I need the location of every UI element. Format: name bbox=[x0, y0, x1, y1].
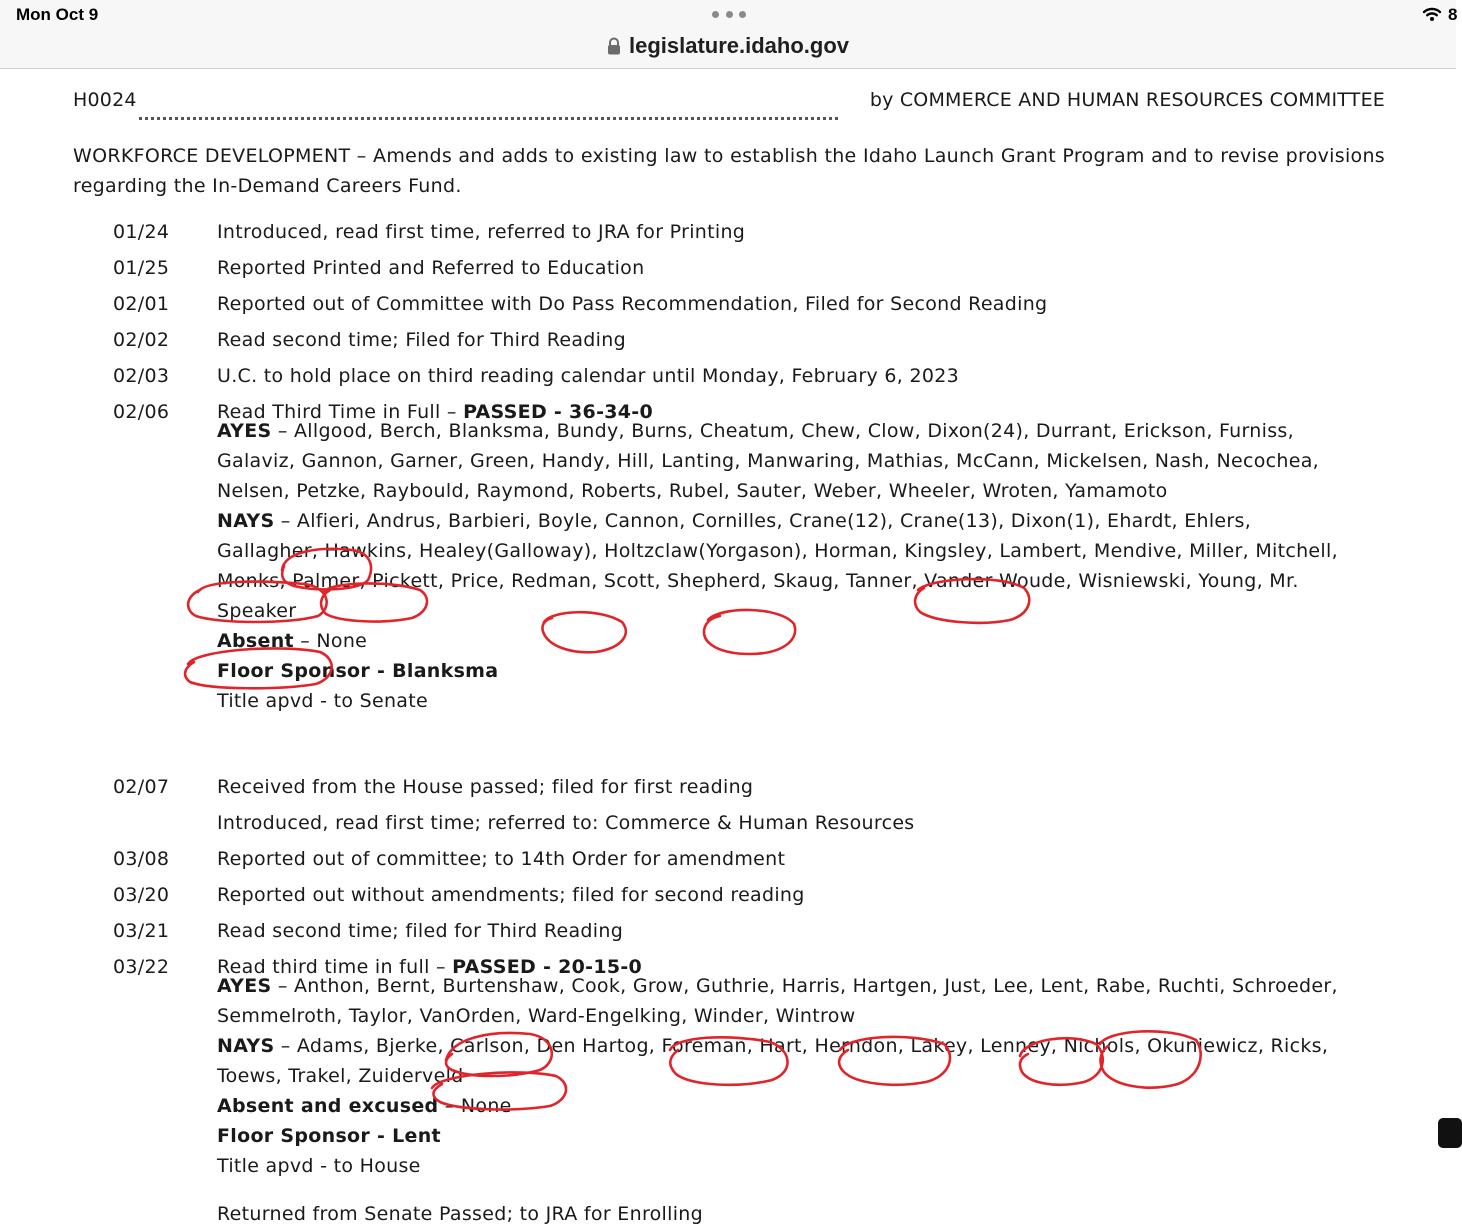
title-approved: Title apvd - to House bbox=[217, 1155, 421, 1177]
url-bar[interactable] bbox=[0, 31, 1456, 61]
action-date: 02/06 bbox=[113, 401, 170, 423]
ayes-list: AYES – Anthon, Bernt, Burtenshaw, Cook, Grow, Guthrie, Harris, Hartgen, Just, Lee, Lent, Rabe, Ruchti, Schroeder, Semmelroth, Taylor, VanOrden, Ward-Engelking, Winder, Wintrow bbox=[217, 975, 1338, 1027]
action-date: 02/01 bbox=[113, 293, 170, 315]
bill-number[interactable]: H0024 bbox=[73, 89, 137, 111]
action-text: Read third time in full – PASSED - 20-15-0 bbox=[217, 956, 643, 978]
bill-description: WORKFORCE DEVELOPMENT – Amends and adds to existing law to establish the Idaho Launch Grant Program and to revise provisions regarding the In-Demand Careers Fund. bbox=[73, 145, 1385, 197]
title-approved: Title apvd - to Senate bbox=[217, 690, 428, 712]
absent-list: Absent and excused – None bbox=[217, 1095, 512, 1117]
floor-sponsor: Floor Sponsor - Lent bbox=[217, 1125, 441, 1147]
action-text: Read second time; Filed for Third Reading bbox=[217, 329, 626, 351]
action-date: 03/21 bbox=[113, 920, 170, 942]
status-time: Mon Oct 9 bbox=[16, 5, 99, 24]
wifi-icon bbox=[1422, 6, 1442, 22]
action-text: Introduced, read first time, referred to JRA for Printing bbox=[217, 221, 746, 243]
nays-list: NAYS – Alfieri, Andrus, Barbieri, Boyle, Cannon, Cornilles, Crane(12), Crane(13), Dixon(1), Ehardt, Ehlers, Gallagher, Hawkins, Healey(Galloway), Holtzclaw(Yorgason), Horman, Kingsley, Lambert, Mendive, Miller, Mitchell, Monks, Palmer, Pickett, Price, Redman, Scott, Shepherd, Skaug, Tanner, Vander Woude, Wisniewski, Young, Mr. Speaker bbox=[217, 510, 1338, 622]
battery-level: 8 bbox=[1448, 5, 1458, 24]
action-text: Reported out without amendments; filed for second reading bbox=[217, 884, 805, 906]
lock-icon bbox=[607, 37, 621, 55]
browser-chrome bbox=[0, 0, 1456, 69]
action-text: Reported out of Committee with Do Pass Recommendation, Filed for Second Reading bbox=[217, 293, 1048, 315]
nays-list: NAYS – Adams, Bjerke, Carlson, Den Hartog, Foreman, Hart, Herndon, Lakey, Lenney, Nichols, Okuniewicz, Ricks, Toews, Trakel, Zuiderveld bbox=[217, 1035, 1329, 1087]
vote-result: PASSED - 20-15-0 bbox=[452, 956, 643, 978]
ayes-list: AYES – Allgood, Berch, Blanksma, Bundy, Burns, Cheatum, Chew, Clow, Dixon(24), Durrant, Erickson, Furniss, Galaviz, Gannon, Garner, Green, Handy, Hill, Lanting, Manwaring, Mathias, McCann, Mickelsen, Nash, Necochea, Nelsen, Petzke, Raybould, Raymond, Roberts, Rubel, Sauter, Weber, Wheeler, Wroten, Yamamoto bbox=[217, 420, 1319, 502]
action-text: Returned from Senate Passed; to JRA for Enrolling bbox=[217, 1203, 703, 1225]
action-text: Received from the House passed; filed for first reading bbox=[217, 776, 754, 798]
action-date: 02/03 bbox=[113, 365, 170, 387]
action-text: Read second time; filed for Third Reading bbox=[217, 920, 624, 942]
bill-header bbox=[73, 89, 1385, 121]
action-date: 02/02 bbox=[113, 329, 170, 351]
absent-list: Absent – None bbox=[217, 630, 368, 652]
action-date: 03/08 bbox=[113, 848, 170, 870]
action-date: 03/22 bbox=[113, 956, 170, 978]
action-text: Introduced, read first time; referred to: Commerce & Human Resources bbox=[217, 812, 915, 834]
action-date: 01/24 bbox=[113, 221, 170, 243]
action-text: Reported out of committee; to 14th Order for amendment bbox=[217, 848, 786, 870]
bill-committee: by COMMERCE AND HUMAN RESOURCES COMMITTEE bbox=[869, 89, 1385, 111]
action-date: 02/07 bbox=[113, 776, 170, 798]
action-text: Reported Printed and Referred to Education bbox=[217, 257, 645, 279]
senate-vote bbox=[217, 971, 1357, 1181]
expand-button[interactable] bbox=[1438, 1118, 1462, 1148]
vote-result: PASSED - 36-34-0 bbox=[463, 401, 654, 423]
action-date: 03/20 bbox=[113, 884, 170, 906]
floor-sponsor: Floor Sponsor - Blanksma bbox=[217, 660, 499, 682]
dotted-leader bbox=[139, 117, 838, 120]
more-dots-icon[interactable] bbox=[712, 11, 746, 19]
house-vote bbox=[217, 416, 1357, 716]
action-date: 01/25 bbox=[113, 257, 170, 279]
action-text: Read Third Time in Full – PASSED - 36-34-0 bbox=[217, 401, 654, 423]
url-text[interactable]: legislature.idaho.gov bbox=[628, 33, 850, 58]
action-text: U.C. to hold place on third reading calendar until Monday, February 6, 2023 bbox=[217, 365, 959, 387]
